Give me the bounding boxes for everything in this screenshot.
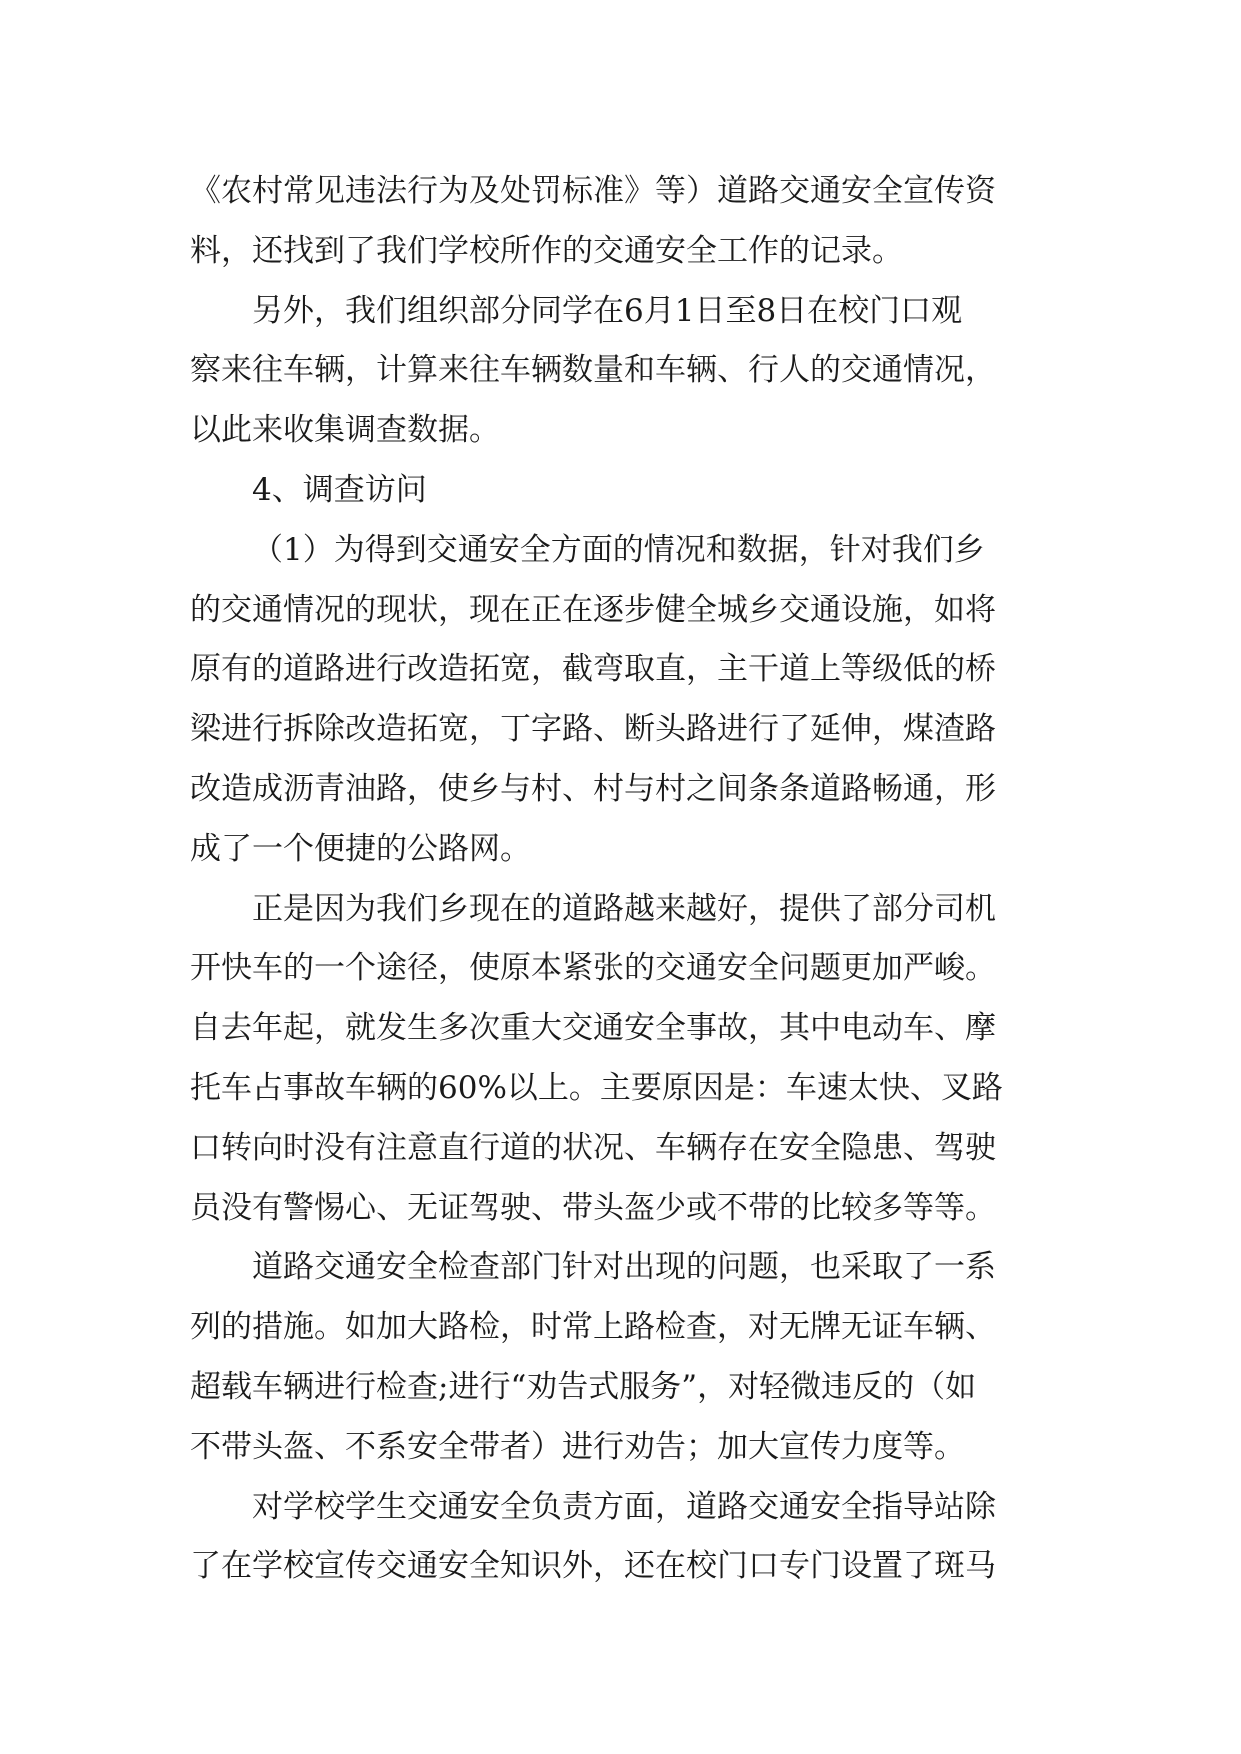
text-line: 《农村常见违法行为及处罚标准》等）道路交通安全宣传资 xyxy=(190,173,996,209)
paragraph-road-status xyxy=(190,521,1058,880)
text-line: 另外，我们组织部分同学在6月1日至8日在校门口观 xyxy=(252,292,963,329)
text-line: 了在学校宣传交通安全知识外，还在校门口专门设置了斑马 xyxy=(190,1548,996,1585)
text-line: 改造成沥青油路，使乡与村、村与村之间条条道路畅通，形 xyxy=(190,770,996,807)
paragraph-accidents xyxy=(190,880,1058,1239)
text-line: 自去年起，就发生多次重大交通安全事故，其中电动车、摩 xyxy=(190,1010,996,1047)
text-line: 员没有警惕心、无证驾驶、带头盔少或不带的比较多等等。 xyxy=(190,1189,996,1226)
paragraph-materials xyxy=(190,162,1058,282)
paragraph-measures xyxy=(190,1238,1058,1477)
text-line: 列的措施。如加大路检，时常上路检查，对无牌无证车辆、 xyxy=(190,1309,996,1346)
section-heading xyxy=(190,461,1058,521)
text-line: 的交通情况的现状，现在正在逐步健全城乡交通设施，如将 xyxy=(190,591,996,628)
text-line: （1）为得到交通安全方面的情况和数据，针对我们乡 xyxy=(252,531,985,568)
document-body xyxy=(190,162,1058,1597)
paragraph-school-safety xyxy=(190,1478,1058,1598)
text-line: 料，还找到了我们学校所作的交通安全工作的记录。 xyxy=(190,232,903,269)
text-line: 察来往车辆，计算来往车辆数量和车辆、行人的交通情况， xyxy=(190,352,996,389)
text-line: 原有的道路进行改造拓宽，截弯取直，主干道上等级低的桥 xyxy=(190,651,996,688)
paragraph-observation xyxy=(190,282,1058,461)
text-line: 超载车辆进行检查;进行“劝告式服务”，对轻微违反的（如 xyxy=(190,1368,977,1405)
text-line: 托车占事故车辆的60%以上。主要原因是：车速太快、叉路 xyxy=(190,1069,1003,1106)
text-line: 口转向时没有注意直行道的状况、车辆存在安全隐患、驾驶 xyxy=(190,1129,996,1166)
text-line: 开快车的一个途径，使原本紧张的交通安全问题更加严峻。 xyxy=(190,950,996,987)
text-line: 梁进行拆除改造拓宽，丁字路、断头路进行了延伸，煤渣路 xyxy=(190,711,996,748)
heading-survey-interview: 4、调查访问 xyxy=(252,471,427,508)
text-line: 正是因为我们乡现在的道路越来越好，提供了部分司机 xyxy=(252,890,996,927)
text-line: 对学校学生交通安全负责方面，道路交通安全指导站除 xyxy=(252,1488,996,1525)
text-line: 不带头盔、不系安全带者）进行劝告；加大宣传力度等。 xyxy=(190,1428,965,1465)
text-line: 成了一个便捷的公路网。 xyxy=(190,830,531,867)
text-line: 道路交通安全检查部门针对出现的问题，也采取了一系 xyxy=(252,1249,996,1286)
text-line: 以此来收集调查数据。 xyxy=(190,412,500,449)
